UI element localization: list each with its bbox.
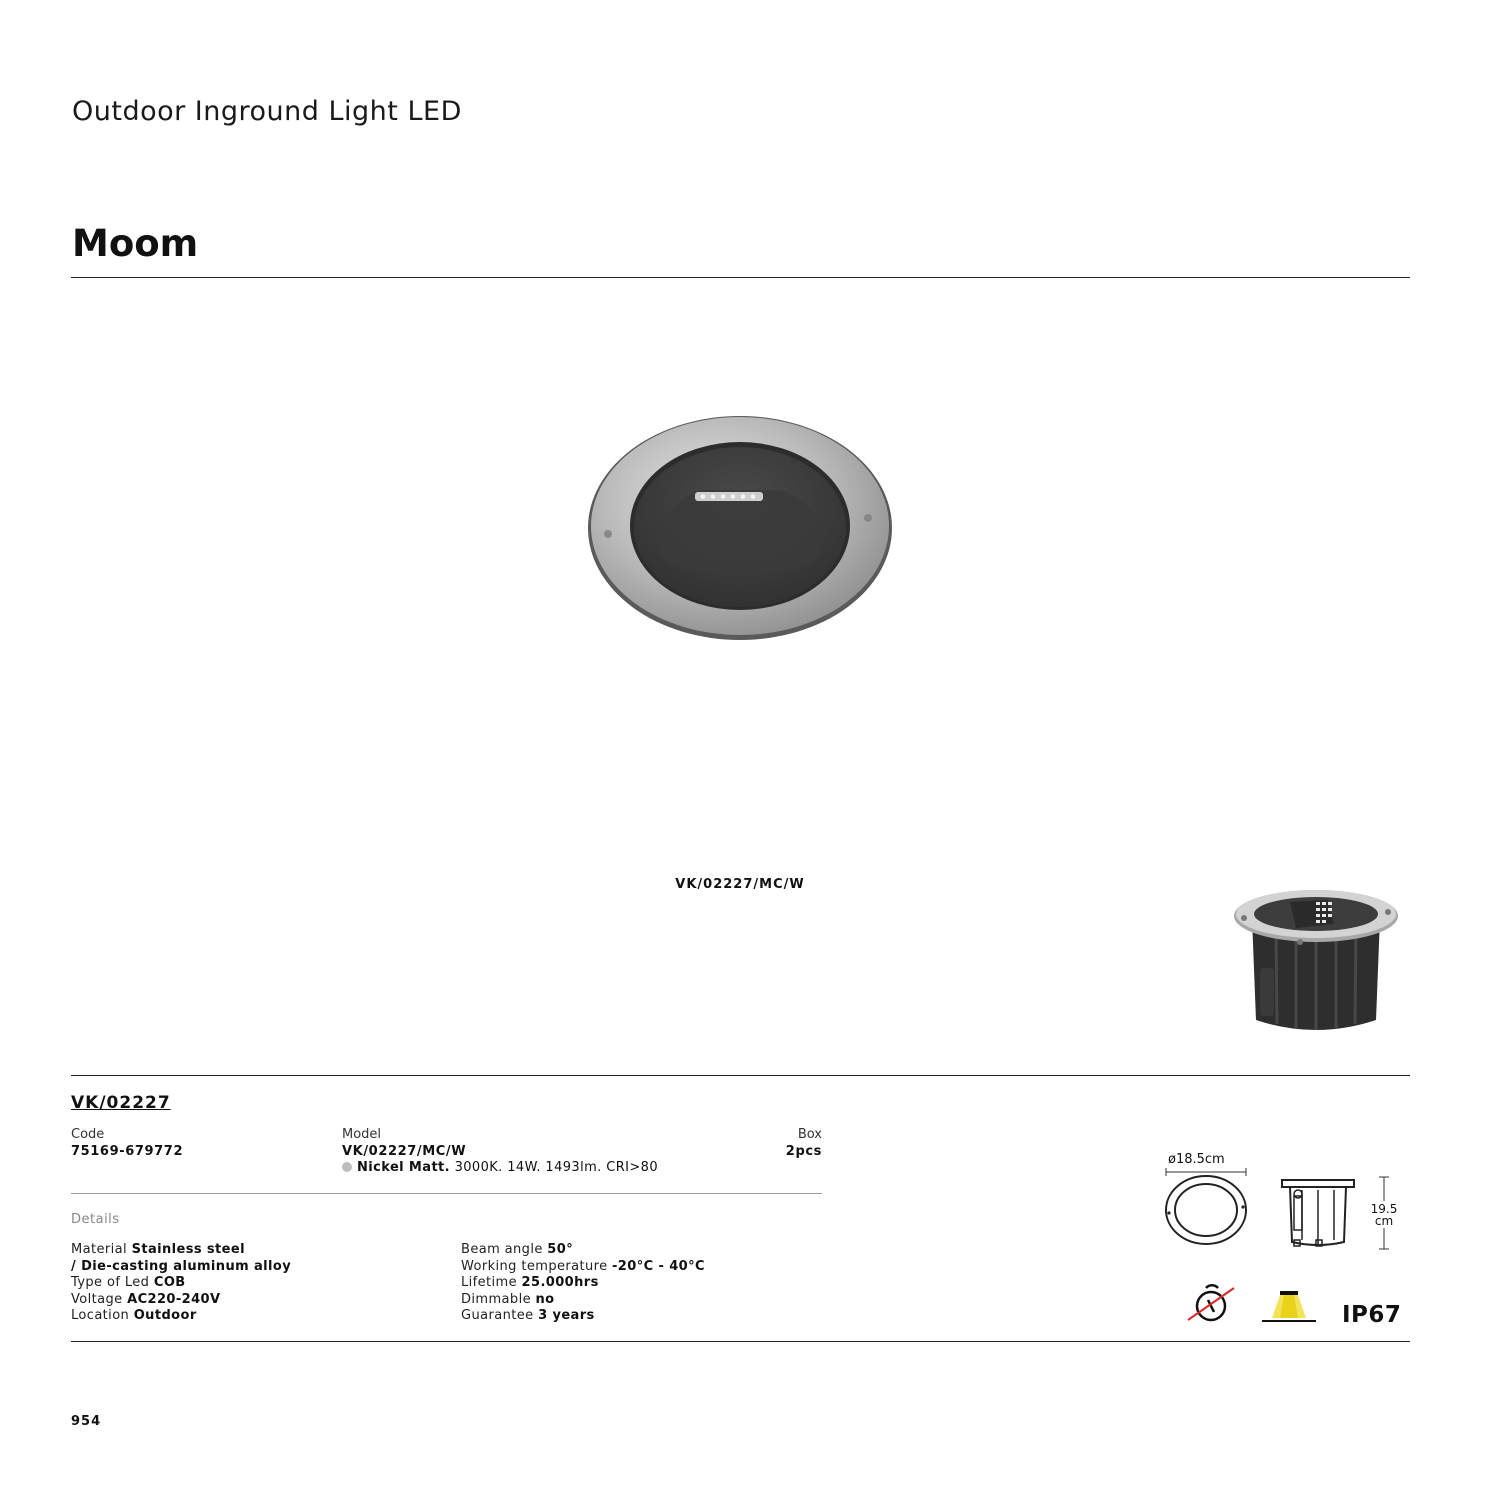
code-value: 75169-679772 bbox=[71, 1144, 184, 1159]
finish-line bbox=[342, 1160, 658, 1175]
model-value: VK/02227/MC/W bbox=[342, 1144, 467, 1159]
light-beam-icon bbox=[1260, 1290, 1318, 1324]
spec-row: Guarantee 3 years bbox=[461, 1308, 595, 1324]
spec-row: Material Stainless steel bbox=[71, 1242, 245, 1257]
details-heading: Details bbox=[71, 1212, 120, 1227]
finish-name: Nickel Matt. bbox=[357, 1160, 451, 1175]
spec-row: Type of Led COB bbox=[71, 1275, 186, 1291]
spec-row: Voltage AC220-240V bbox=[71, 1291, 221, 1307]
spec-row: Location Outdoor bbox=[71, 1308, 197, 1324]
height-drawing-icon bbox=[1278, 1176, 1358, 1252]
hero-caption: VK/02227/MC/W bbox=[675, 877, 805, 892]
diameter-drawing-icon bbox=[1160, 1168, 1252, 1248]
box-label: Box bbox=[797, 1127, 822, 1142]
finish-specs: 3000K. 14W. 1493lm. CRI>80 bbox=[454, 1160, 659, 1175]
product-top-view-image bbox=[585, 412, 895, 644]
model-label: Model bbox=[342, 1127, 382, 1142]
details-left-column bbox=[71, 1242, 291, 1325]
page-number: 954 bbox=[71, 1414, 102, 1429]
product-name: Moom bbox=[72, 222, 199, 265]
ip-rating: IP67 bbox=[1342, 1302, 1402, 1328]
diameter-label: ø18.5cm bbox=[1168, 1152, 1225, 1167]
category-title: Outdoor Inground Light LED bbox=[72, 96, 462, 127]
spec-row: Working temperature -20°C - 40°C bbox=[461, 1258, 705, 1274]
product-perspective-image bbox=[1230, 878, 1402, 1038]
spec-row: Dimmable no bbox=[461, 1291, 555, 1307]
info-divider bbox=[71, 1193, 822, 1194]
spec-row: Lifetime 25.000hrs bbox=[461, 1275, 599, 1291]
box-value: 2pcs bbox=[785, 1144, 822, 1159]
spec-row: / Die-casting aluminum alloy bbox=[71, 1258, 292, 1274]
details-right-column bbox=[461, 1242, 705, 1325]
code-label: Code bbox=[71, 1127, 105, 1142]
header-divider bbox=[71, 277, 1410, 278]
section-divider bbox=[71, 1075, 1410, 1076]
footer-divider bbox=[71, 1341, 1410, 1342]
product-family-code: VK/02227 bbox=[71, 1093, 171, 1113]
height-label: 19.5 cm bbox=[1370, 1202, 1398, 1228]
not-dimmable-icon bbox=[1186, 1284, 1238, 1324]
spec-row: Beam angle 50° bbox=[461, 1242, 574, 1257]
finish-color-swatch bbox=[342, 1162, 352, 1172]
